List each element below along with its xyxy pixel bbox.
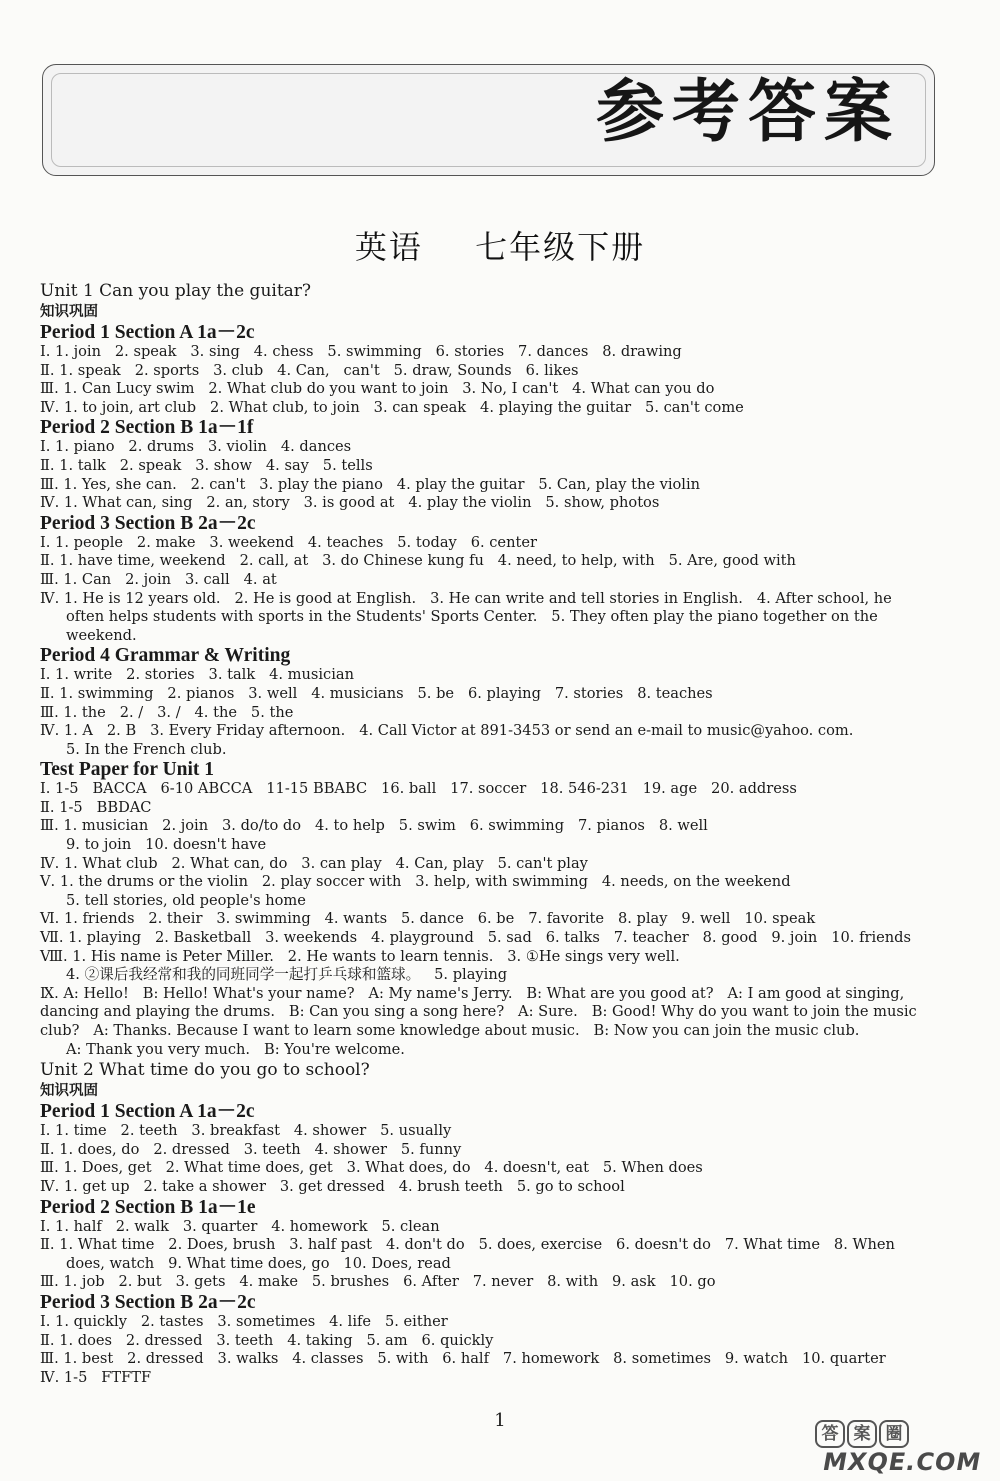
period-heading: Period 3 Section B 2a－2c xyxy=(40,512,256,534)
answer-line: Ⅳ. 1. What club 2. What can, do 3. can play 4. Can, play 5. can't play xyxy=(40,854,588,872)
answer-line-continued: 5. In the French club. xyxy=(66,740,227,758)
answer-line: Ⅲ. 1. Can 2. join 3. call 4. at xyxy=(40,570,277,588)
answer-line: Ⅰ. 1. write 2. stories 3. talk 4. musician xyxy=(40,666,355,684)
answer-line: Ⅱ. 1-5 BBDAC xyxy=(40,798,152,816)
category-label: 知识巩固 xyxy=(40,1083,98,1100)
page-title: 参考答案 xyxy=(595,73,900,152)
answer-line: Ⅰ. 1. piano 2. drums 3. violin 4. dances xyxy=(40,438,352,456)
answer-line: Ⅲ. 1. job 2. but 3. gets 4. make 5. brushes 6. After 7. never 8. with 9. ask 10. go xyxy=(40,1273,716,1291)
answer-line: Ⅰ. 1. half 2. walk 3. quarter 4. homework 5. clean xyxy=(40,1217,440,1235)
answer-line: Ⅴ. 1. the drums or the violin 2. play soccer with 3. help, with swimming 4. needs, on the weekend xyxy=(40,873,791,891)
answer-line: Ⅱ. 1. does 2. dressed 3. teeth 4. taking 5. am 6. quickly xyxy=(40,1331,494,1349)
period-heading: Period 2 Section B 1a－1f xyxy=(40,417,254,439)
period-heading: Period 4 Grammar & Writing xyxy=(40,645,291,667)
period-heading: Test Paper for Unit 1 xyxy=(40,759,215,781)
answer-line: Ⅱ. 1. talk 2. speak 3. show 4. say 5. tells xyxy=(40,456,373,474)
site-watermark xyxy=(815,1420,985,1476)
answer-line-continued: 4. ②课后我经常和我的同班同学一起打乒乓球和篮球。 5. playing xyxy=(66,966,508,984)
watermark-seal-char: 圈 xyxy=(879,1420,909,1448)
answer-line-continued: 9. to join 10. doesn't have xyxy=(66,836,267,854)
answer-line: club? A: Thanks. Because I want to learn some knowledge about music. B: Now you can join the music club. xyxy=(40,1022,860,1039)
watermark-seal xyxy=(815,1420,985,1448)
period-heading: Period 1 Section A 1a－2c xyxy=(40,1101,255,1123)
answer-line-continued: 5. tell stories, old people's home xyxy=(66,891,306,909)
answer-line: Ⅲ. 1. the 2. / 3. / 4. the 5. the xyxy=(40,703,294,721)
unit-heading: Unit 2 What time do you go to school? xyxy=(40,1060,370,1081)
watermark-url: MXQE.COM xyxy=(820,1448,984,1476)
answer-line: dancing and playing the drums. B: Can you sing a song here? A: Sure. B: Good! Why do you want to join the music xyxy=(40,1003,917,1021)
answer-line-continued: often helps students with sports in the Students' Sports Center. 5. They often play the piano together on the weekend. xyxy=(66,608,883,644)
answer-line: Ⅵ. 1. friends 2. their 3. swimming 4. wants 5. dance 6. be 7. favorite 8. play 9. well 10. speak xyxy=(40,910,816,928)
answer-line-continued: A: Thank you very much. B: You're welcome. xyxy=(66,1040,405,1058)
answer-line: Ⅲ. 1. Does, get 2. What time does, get 3. What does, do 4. doesn't, eat 5. When does xyxy=(40,1159,703,1177)
answer-line: Ⅲ. 1. Yes, she can. 2. can't 3. play the piano 4. play the guitar 5. Can, play the violin xyxy=(40,475,701,493)
answer-line: Ⅰ. 1. people 2. make 3. weekend 4. teaches 5. today 6. center xyxy=(40,533,537,551)
answer-line: Ⅶ. 1. playing 2. Basketball 3. weekends 4. playground 5. sad 6. talks 7. teacher 8. good 9. join 10. friends xyxy=(40,929,911,947)
answer-line: Ⅱ. 1. swimming 2. pianos 3. well 4. musicians 5. be 6. playing 7. stories 8. teaches xyxy=(40,684,713,702)
answer-line: Ⅰ. 1. join 2. speak 3. sing 4. chess 5. swimming 6. stories 7. dances 8. drawing xyxy=(40,343,682,360)
unit-heading: Unit 1 Can you play the guitar? xyxy=(40,281,312,301)
answer-line: Ⅲ. 1. musician 2. join 3. do/to do 4. to help 5. swim 6. swimming 7. pianos 8. well xyxy=(40,817,708,835)
answer-line: Ⅰ. 1. time 2. teeth 3. breakfast 4. shower 5. usually xyxy=(40,1122,452,1140)
answer-line: Ⅳ. 1. to join, art club 2. What club, to join 3. can speak 4. playing the guitar 5. can't come xyxy=(40,398,744,416)
answer-line: Ⅳ. 1-5 FTFTF xyxy=(40,1368,152,1386)
period-heading: Period 3 Section B 2a－2c xyxy=(40,1291,256,1313)
watermark-seal-char: 答 xyxy=(815,1420,845,1448)
answer-content xyxy=(40,280,945,1387)
answer-line: Ⅷ. 1. His name is Peter Miller. 2. He wants to learn tennis. 3. ①He sings very well. xyxy=(40,947,680,965)
watermark-seal-char: 案 xyxy=(847,1420,877,1448)
answer-line: Ⅰ. 1-5 BACCA 6-10 ABCCA 11-15 BBABC 16. ball 17. soccer 18. 546-231 19. age 20. address xyxy=(40,780,797,798)
answer-line: Ⅱ. 1. does, do 2. dressed 3. teeth 4. shower 5. funny xyxy=(40,1140,462,1158)
period-heading: Period 2 Section B 1a－1e xyxy=(40,1196,256,1218)
answer-line: Ⅲ. 1. Can Lucy swim 2. What club do you want to join 3. No, I can't 4. What can you do xyxy=(40,380,715,398)
answer-line: Ⅳ. 1. What can, sing 2. an, story 3. is good at 4. play the violin 5. show, photos xyxy=(40,494,660,512)
answer-line: Ⅲ. 1. best 2. dressed 3. walks 4. classes 5. with 6. half 7. homework 8. sometimes 9. watch 10. quarter xyxy=(40,1350,886,1368)
subject-heading: 英语 七年级下册 xyxy=(354,228,646,266)
answer-line: Ⅱ. 1. speak 2. sports 3. club 4. Can, can't 5. draw, Sounds 6. likes xyxy=(40,361,579,379)
answer-line: Ⅰ. 1. quickly 2. tastes 3. sometimes 4. life 5. either xyxy=(40,1312,448,1330)
answer-line: Ⅳ. 1. A 2. B 3. Every Friday afternoon. 4. Call Victor at 891-3453 or send an e-mail to music@yahoo. com. xyxy=(40,722,854,740)
page-number: 1 xyxy=(494,1410,506,1431)
answer-line: Ⅳ. 1. get up 2. take a shower 3. get dressed 4. brush teeth 5. go to school xyxy=(40,1177,625,1195)
answer-line-continued: does, watch 9. What time does, go 10. Does, read xyxy=(66,1254,451,1272)
answer-line: Ⅳ. 1. He is 12 years old. 2. He is good at English. 3. He can write and tell stories in English. 4. After school, he xyxy=(40,589,892,607)
header-banner xyxy=(42,64,935,176)
answer-line: Ⅸ. A: Hello! B: Hello! What's your name? A: My name's Jerry. B: What are you good at? A: I am good at singing, xyxy=(40,984,905,1002)
period-heading: Period 1 Section A 1a－2c xyxy=(40,322,255,343)
answer-line: Ⅱ. 1. What time 2. Does, brush 3. half past 4. don't do 5. does, exercise 6. doesn't do 7. What time 8. When xyxy=(40,1236,895,1254)
answer-line: Ⅱ. 1. have time, weekend 2. call, at 3. do Chinese kung fu 4. need, to help, with 5. Are, good with xyxy=(40,552,796,570)
category-label: 知识巩固 xyxy=(40,304,98,320)
